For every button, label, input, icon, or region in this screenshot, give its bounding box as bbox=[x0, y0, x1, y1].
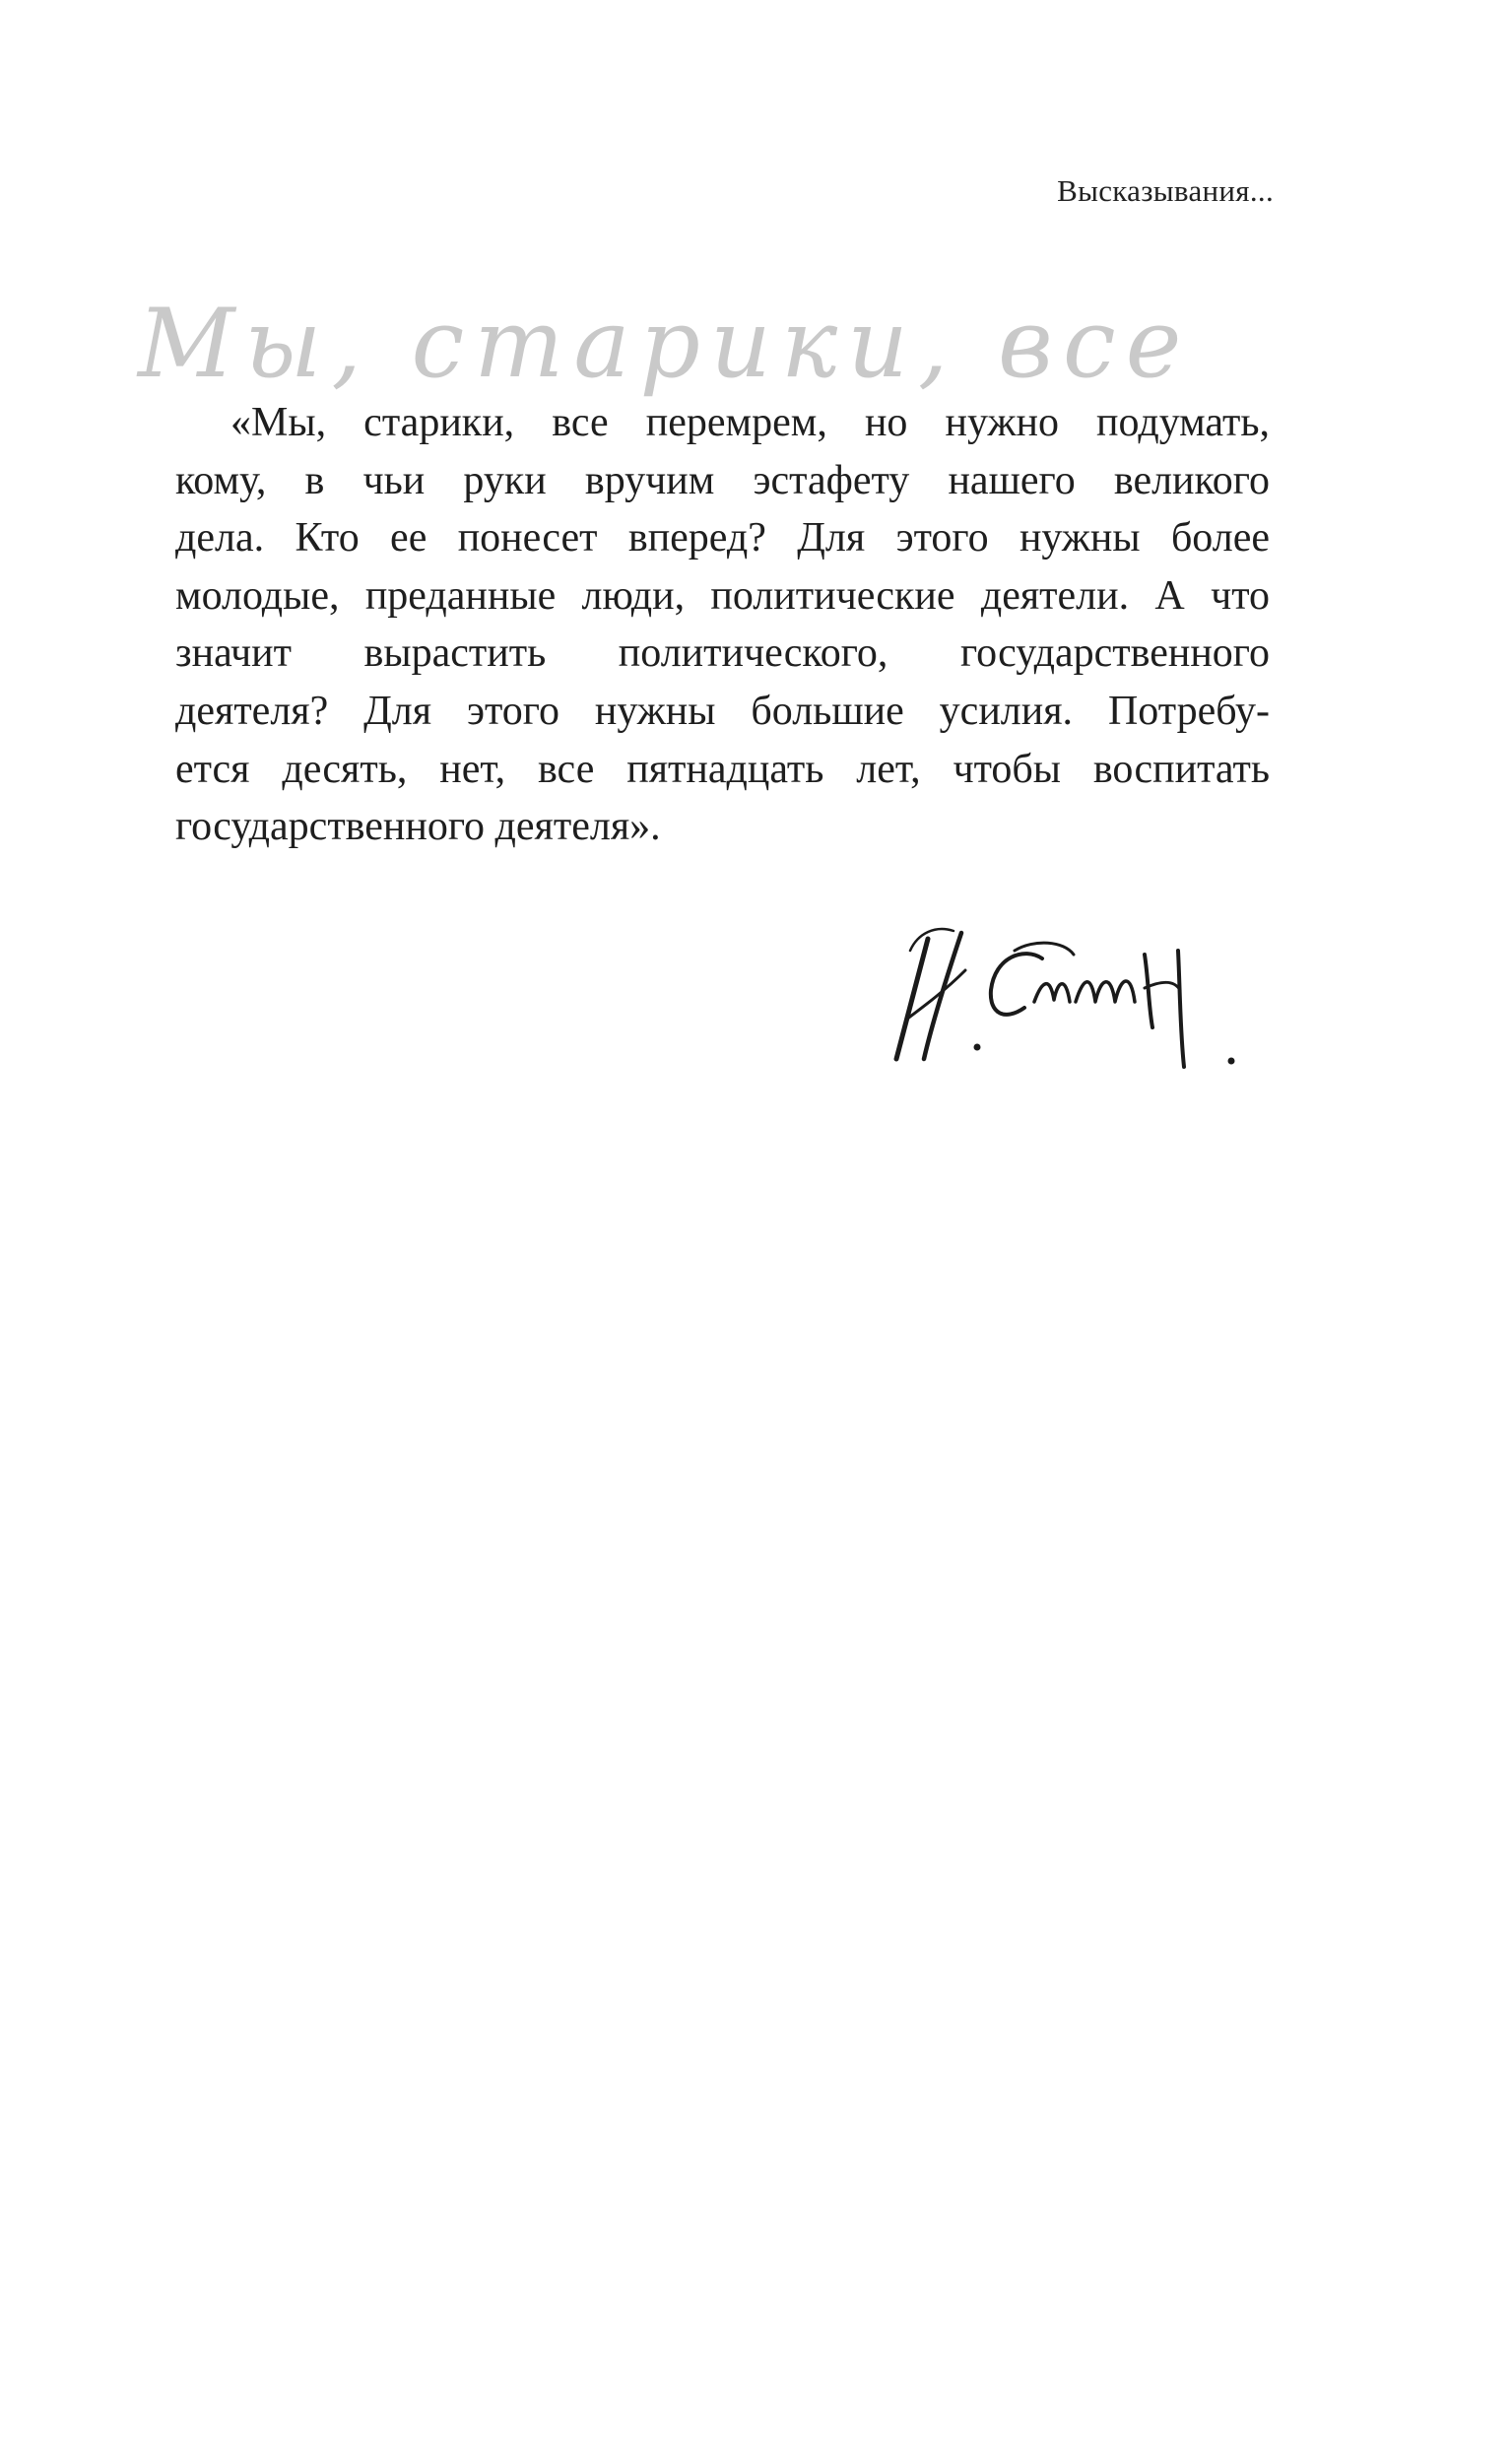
running-head: Высказывания... bbox=[1057, 173, 1274, 208]
decorative-script-text: Мы, старики, все bbox=[138, 289, 1192, 399]
signature-svg bbox=[867, 911, 1281, 1079]
quote-line: молодые, преданные люди, политические деятели. А что bbox=[175, 572, 1270, 619]
decorative-script-heading bbox=[138, 289, 1192, 404]
quote-line: «Мы, старики, все перемрем, но нужно подумать, bbox=[230, 400, 1270, 445]
quote-paragraph bbox=[175, 394, 1270, 856]
decorative-script-svg bbox=[138, 289, 1192, 404]
quote-line: кому, в чьи руки вручим эстафету нашего великого bbox=[175, 457, 1270, 503]
quote-line: государственного деятеля». bbox=[175, 804, 661, 850]
quote-line: деятеля? Для этого нужны большие усилия. Потребу- bbox=[175, 688, 1270, 734]
quote-line: дела. Кто ее понесет вперед? Для этого нужны более bbox=[175, 515, 1270, 561]
quote-line: значит вырастить политического, государственного bbox=[175, 630, 1270, 677]
handwritten-signature bbox=[867, 911, 1281, 1079]
quote-line: ется десять, нет, все пятнадцать лет, чтобы воспитать bbox=[175, 746, 1270, 792]
